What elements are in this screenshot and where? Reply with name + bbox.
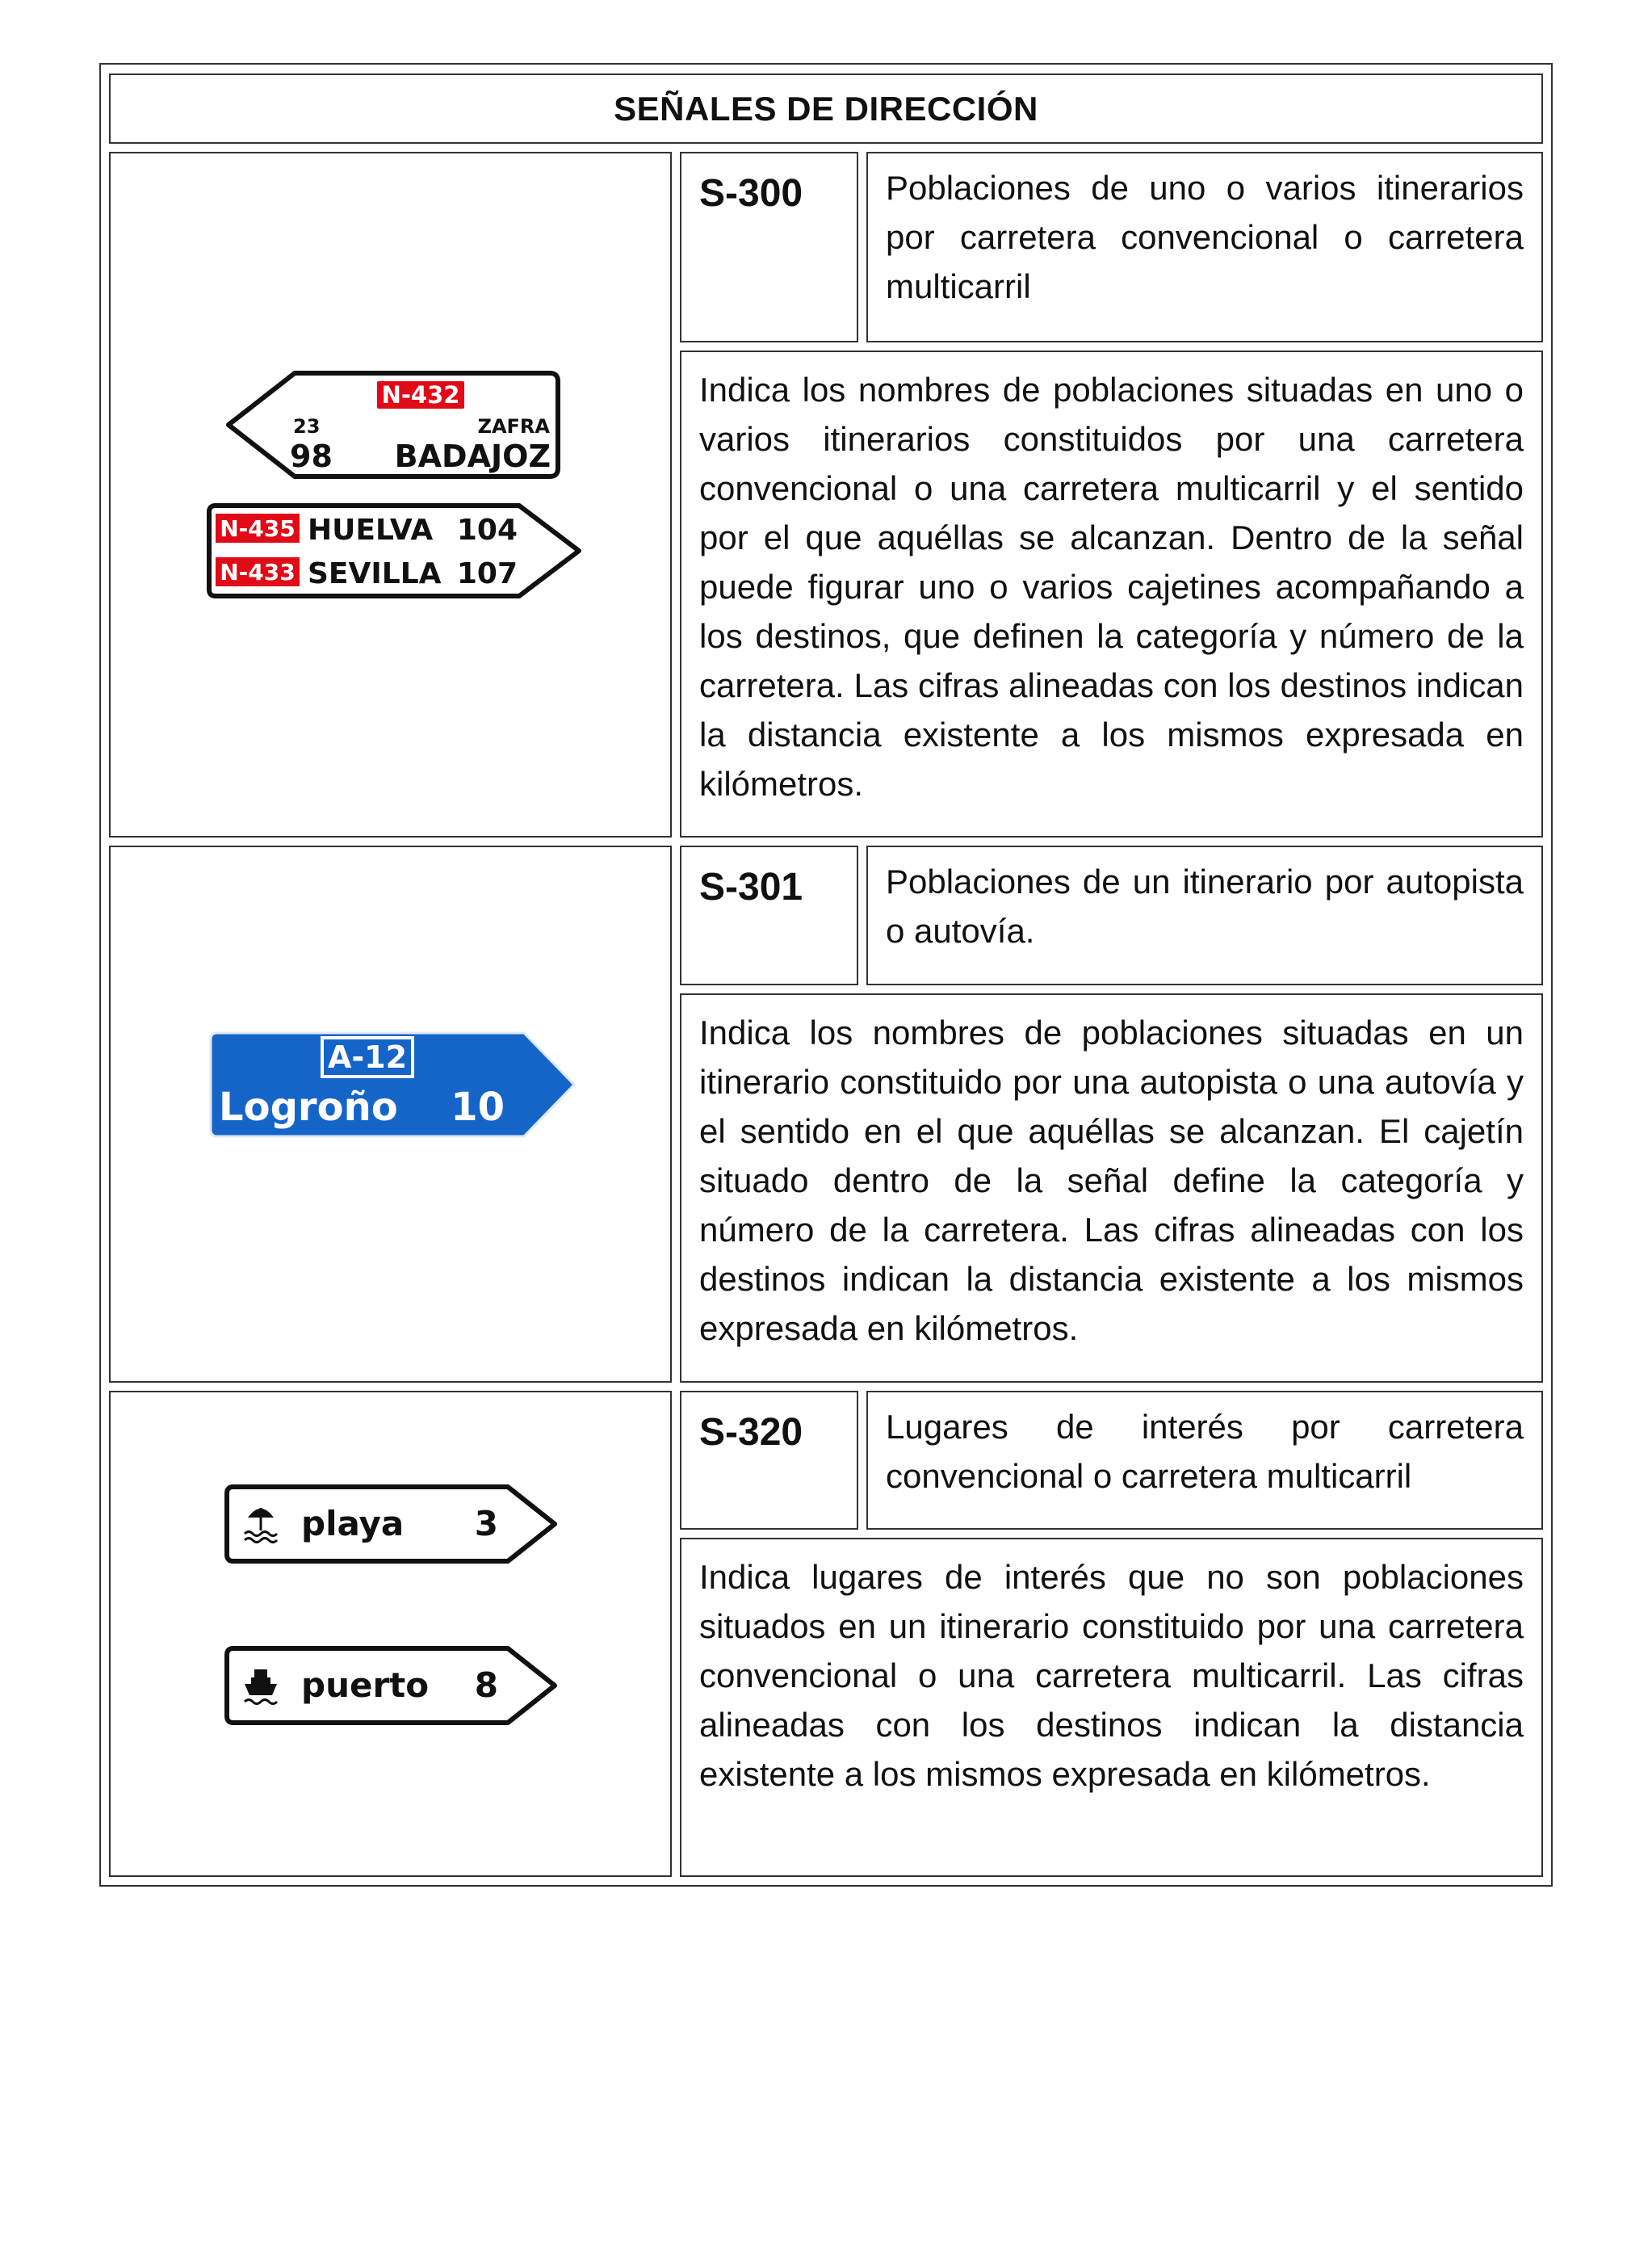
direction-sign-right xyxy=(206,502,585,601)
sign-destination: puerto xyxy=(301,1665,430,1705)
sign-distance: 8 xyxy=(474,1665,498,1705)
sign-distance-small: 23 xyxy=(293,415,321,438)
sign-destination: Logroño xyxy=(219,1085,398,1130)
sign-destination: SEVILLA xyxy=(308,557,442,590)
interest-sign-port xyxy=(224,1645,563,1726)
sign-image-cell xyxy=(109,846,672,1383)
long-description: Indica lugares de interés que no son poblaciones situados en un itinerario constituido por una carretera convencional o una carretera multicarril. Las cifras alineadas con los destinos indican la distancia existente a los mismos expresada en kilómetros. xyxy=(680,1538,1543,1877)
sign-distance: 3 xyxy=(474,1504,498,1543)
sign-code: S-300 xyxy=(680,152,858,342)
short-description: Poblaciones de uno o varios itinerarios por carretera convencional o carretera multicarril xyxy=(866,152,1543,342)
sign-destination: HUELVA xyxy=(308,514,434,547)
sign-distance: 107 xyxy=(456,557,518,590)
sign-image-cell xyxy=(109,1391,672,1877)
sign-destination-small: ZAFRA xyxy=(477,415,550,438)
road-badge-label: A-12 xyxy=(327,1039,408,1075)
sign-destination: playa xyxy=(301,1504,405,1543)
direction-sign-left xyxy=(224,370,563,480)
sign-image-cell xyxy=(109,152,672,838)
road-badge-label: N-435 xyxy=(220,515,296,542)
road-badge-label: N-432 xyxy=(381,381,460,409)
road-badge-label: N-433 xyxy=(220,559,296,586)
page-title: SEÑALES DE DIRECCIÓN xyxy=(109,73,1543,144)
motorway-direction-sign xyxy=(208,1030,581,1140)
short-description: Poblaciones de un itinerario por autopista o autovía. xyxy=(866,846,1543,985)
short-description: Lugares de interés por carretera convencional o carretera multicarril xyxy=(866,1391,1543,1530)
sign-code: S-320 xyxy=(680,1391,858,1530)
long-description: Indica los nombres de poblaciones situadas en un itinerario constituido por una autopista o una autovía y el sentido en el que aquéllas se alcanzan. El cajetín situado dentro de la señal define la categoría y número de la carretera. Las cifras alineadas con los destinos indican la distancia existente a los mismos expresada en kilómetros. xyxy=(680,993,1543,1383)
long-description: Indica los nombres de poblaciones situadas en uno o varios itinerarios constituidos por una carretera convencional o una carretera multicarril y el sentido por el que aquéllas se alcanzan. Dentro de la señal puede figurar uno o varios cajetines acompañando a los destinos, que definen la categoría y número de la carretera. Las cifras alineadas con los destinos indican la distancia existente a los mismos expresada en kilómetros. xyxy=(680,351,1543,838)
sign-distance: 98 xyxy=(290,439,333,474)
sign-distance: 10 xyxy=(451,1085,505,1130)
sign-distance: 104 xyxy=(456,514,518,547)
interest-sign-beach xyxy=(224,1484,563,1564)
sign-code: S-301 xyxy=(680,846,858,985)
sign-destination: BADAJOZ xyxy=(394,439,551,474)
